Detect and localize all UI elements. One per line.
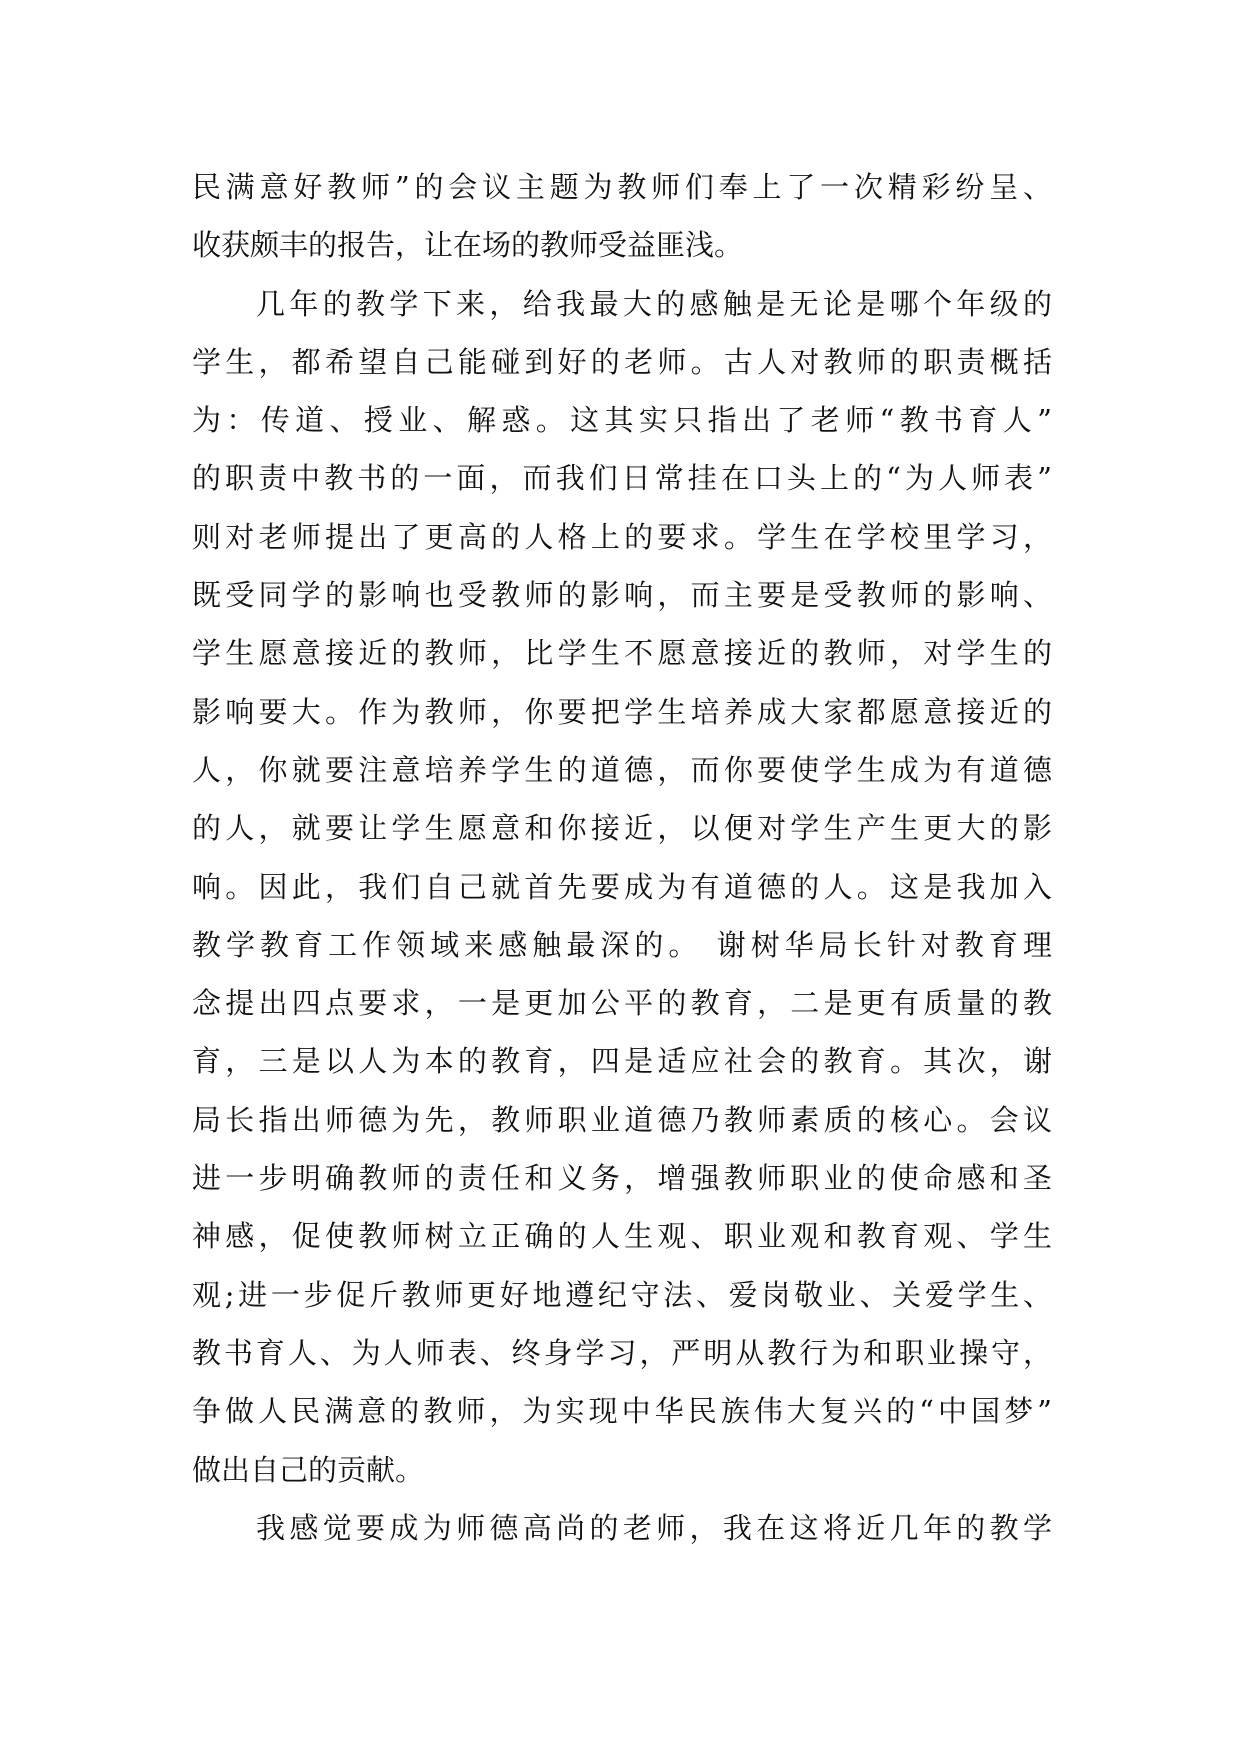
text-line: 我感觉要成为师德高尚的老师，我在这将近几年的教学 xyxy=(256,1510,1052,1545)
text-line: 人，你就要注意培养学生的道德，而你要使学生成为有道德 xyxy=(192,752,1052,787)
text-line: 的人，就要让学生愿意和你接近，以便对学生产生更大的影 xyxy=(192,811,1052,846)
text-line: 学生，都希望自己能碰到好的老师。古人对教师的职责概括 xyxy=(192,344,1052,379)
text-line: 教书育人、为人师表、终身学习，严明从教行为和职业操守， xyxy=(192,1335,1052,1370)
text-line: 进一步明确教师的责任和义务，增强教师职业的使命感和圣 xyxy=(192,1161,1052,1196)
text-line: 做出自己的贡献。 xyxy=(192,1452,425,1487)
text-line: 影响要大。作为教师，你要把学生培养成大家都愿意接近的 xyxy=(192,694,1052,729)
text-line: 育，三是以人为本的教育，四是适应社会的教育。其次，谢 xyxy=(192,1044,1052,1079)
body-text xyxy=(192,158,1052,1557)
text-line: 几年的教学下来，给我最大的感触是无论是哪个年级的 xyxy=(256,286,1052,321)
text-line: 收获颇丰的报告，让在场的教师受益匪浅。 xyxy=(192,228,744,263)
text-line: 响。因此，我们自己就首先要成为有道德的人。这是我加入 xyxy=(192,869,1052,904)
text-line: 局长指出师德为先，教师职业道德乃教师素质的核心。会议 xyxy=(192,1102,1052,1137)
text-line: 争做人民满意的教师，为实现中华民族伟大复兴的“中国梦” xyxy=(192,1394,1052,1429)
text-line: 教学教育工作领域来感触最深的。 谢树华局长针对教育理 xyxy=(192,927,1052,962)
text-line: 的职责中教书的一面，而我们日常挂在口头上的“为人师表” xyxy=(192,461,1052,496)
text-line: 民满意好教师”的会议主题为教师们奉上了一次精彩纷呈、 xyxy=(192,170,1052,204)
text-line: 神感，促使教师树立正确的人生观、职业观和教育观、学生 xyxy=(192,1219,1052,1254)
text-line: 念提出四点要求，一是更加公平的教育，二是更有质量的教 xyxy=(192,986,1052,1021)
text-line: 观;进一步促斤教师更好地遵纪守法、爱岗敬业、关爱学生、 xyxy=(192,1277,1052,1312)
text-line: 为：传道、授业、解惑。这其实只指出了老师“教书育人” xyxy=(192,403,1052,438)
text-line: 则对老师提出了更高的人格上的要求。学生在学校里学习， xyxy=(192,519,1052,554)
text-line: 既受同学的影响也受教师的影响，而主要是受教师的影响、 xyxy=(192,578,1052,613)
text-line: 学生愿意接近的教师，比学生不愿意接近的教师，对学生的 xyxy=(192,636,1052,671)
